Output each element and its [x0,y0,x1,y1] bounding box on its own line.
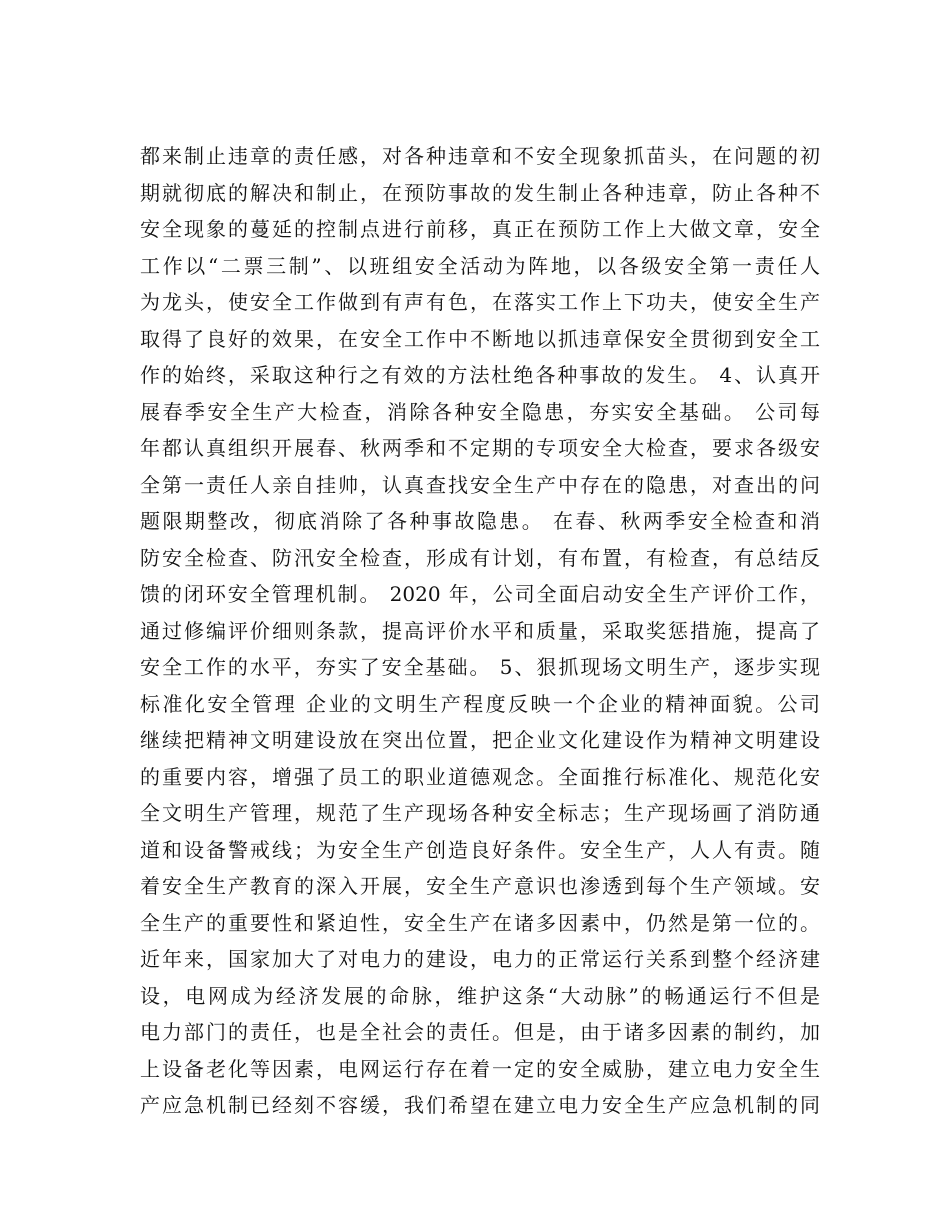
text-line: 安全现象的蔓延的控制点进行前移，真正在预防工作上大做文章，安全 [140,217,820,241]
text-line: 标准化安全管理 企业的文明生产程度反映一个企业的精神面貌。公司 [140,691,820,716]
text-line: 展春季安全生产大检查，消除各种安全隐患，夯实安全基础。 公司每 [140,399,820,424]
text-line: 的重要内容，增强了员工的职业道德观念。全面推行标准化、规范化安 [140,764,820,789]
text-line: 全生产的重要性和紧迫性，安全生产在诸多因素中，仍然是第一位的。 [140,910,820,935]
text-line: 全第一责任人亲自挂帅，认真查找安全生产中存在的隐患，对查出的问 [140,472,820,497]
text-line: 上设备老化等因素，电网运行存在着一定的安全威胁，建立电力安全生 [140,1056,820,1081]
text-line: 全文明生产管理，规范了生产现场各种安全标志；生产现场画了消防通 [140,801,820,825]
text-line: 道和设备警戒线；为安全生产创造良好条件。安全生产，人人有责。随 [140,837,820,862]
text-line: 安全工作的水平，夯实了安全基础。 5、狠抓现场文明生产，逐步实现 [140,655,820,679]
text-line: 设，电网成为经济发展的命脉，维护这条“大动脉”的畅通运行不但是 [140,983,820,1008]
text-line: 期就彻底的解决和制止，在预防事故的发生制止各种违章，防止各种不 [140,180,820,205]
text-line: 馈的闭环安全管理机制。 2020 年，公司全面启动安全生产评价工作， [140,582,820,606]
text-line: 防安全检查、防汛安全检查，形成有计划，有布置，有检查，有总结反 [140,545,820,570]
text-line: 通过修编评价细则条款，提高评价水平和质量，采取奖惩措施，提高了 [140,618,820,643]
text-line: 继续把精神文明建设放在突出位置，把企业文化建设作为精神文明建设 [140,728,820,752]
text-line: 年都认真组织开展春、秋两季和不定期的专项安全大检查，要求各级安 [140,436,820,460]
text-line: 都来制止违章的责任感，对各种违章和不安全现象抓苗头，在问题的初 [140,144,820,168]
text-line: 电力部门的责任，也是全社会的责任。但是，由于诸多因素的制约，加 [140,1020,820,1044]
text-line: 为龙头，使安全工作做到有声有色，在落实工作上下功夫，使安全生产 [140,290,820,314]
text-line: 着安全生产教育的深入开展，安全生产意识也渗透到每个生产领域。安 [140,874,820,898]
text-line: 产应急机制已经刻不容缓，我们希望在建立电力安全生产应急机制的同 [140,1093,820,1117]
text-line: 工作以“二票三制”、以班组安全活动为阵地，以各级安全第一责任人 [140,253,820,278]
text-line: 作的始终，采取这种行之有效的方法杜绝各种事故的发生。 4、认真开 [140,363,820,387]
text-line: 近年来，国家加大了对电力的建设，电力的正常运行关系到整个经济建 [140,947,820,971]
body-text [140,138,820,1124]
text-line: 取得了良好的效果，在安全工作中不断地以抓违章保安全贯彻到安全工 [140,326,820,351]
text-line: 题限期整改，彻底消除了各种事故隐患。 在春、秋两季安全检查和消 [140,509,820,533]
